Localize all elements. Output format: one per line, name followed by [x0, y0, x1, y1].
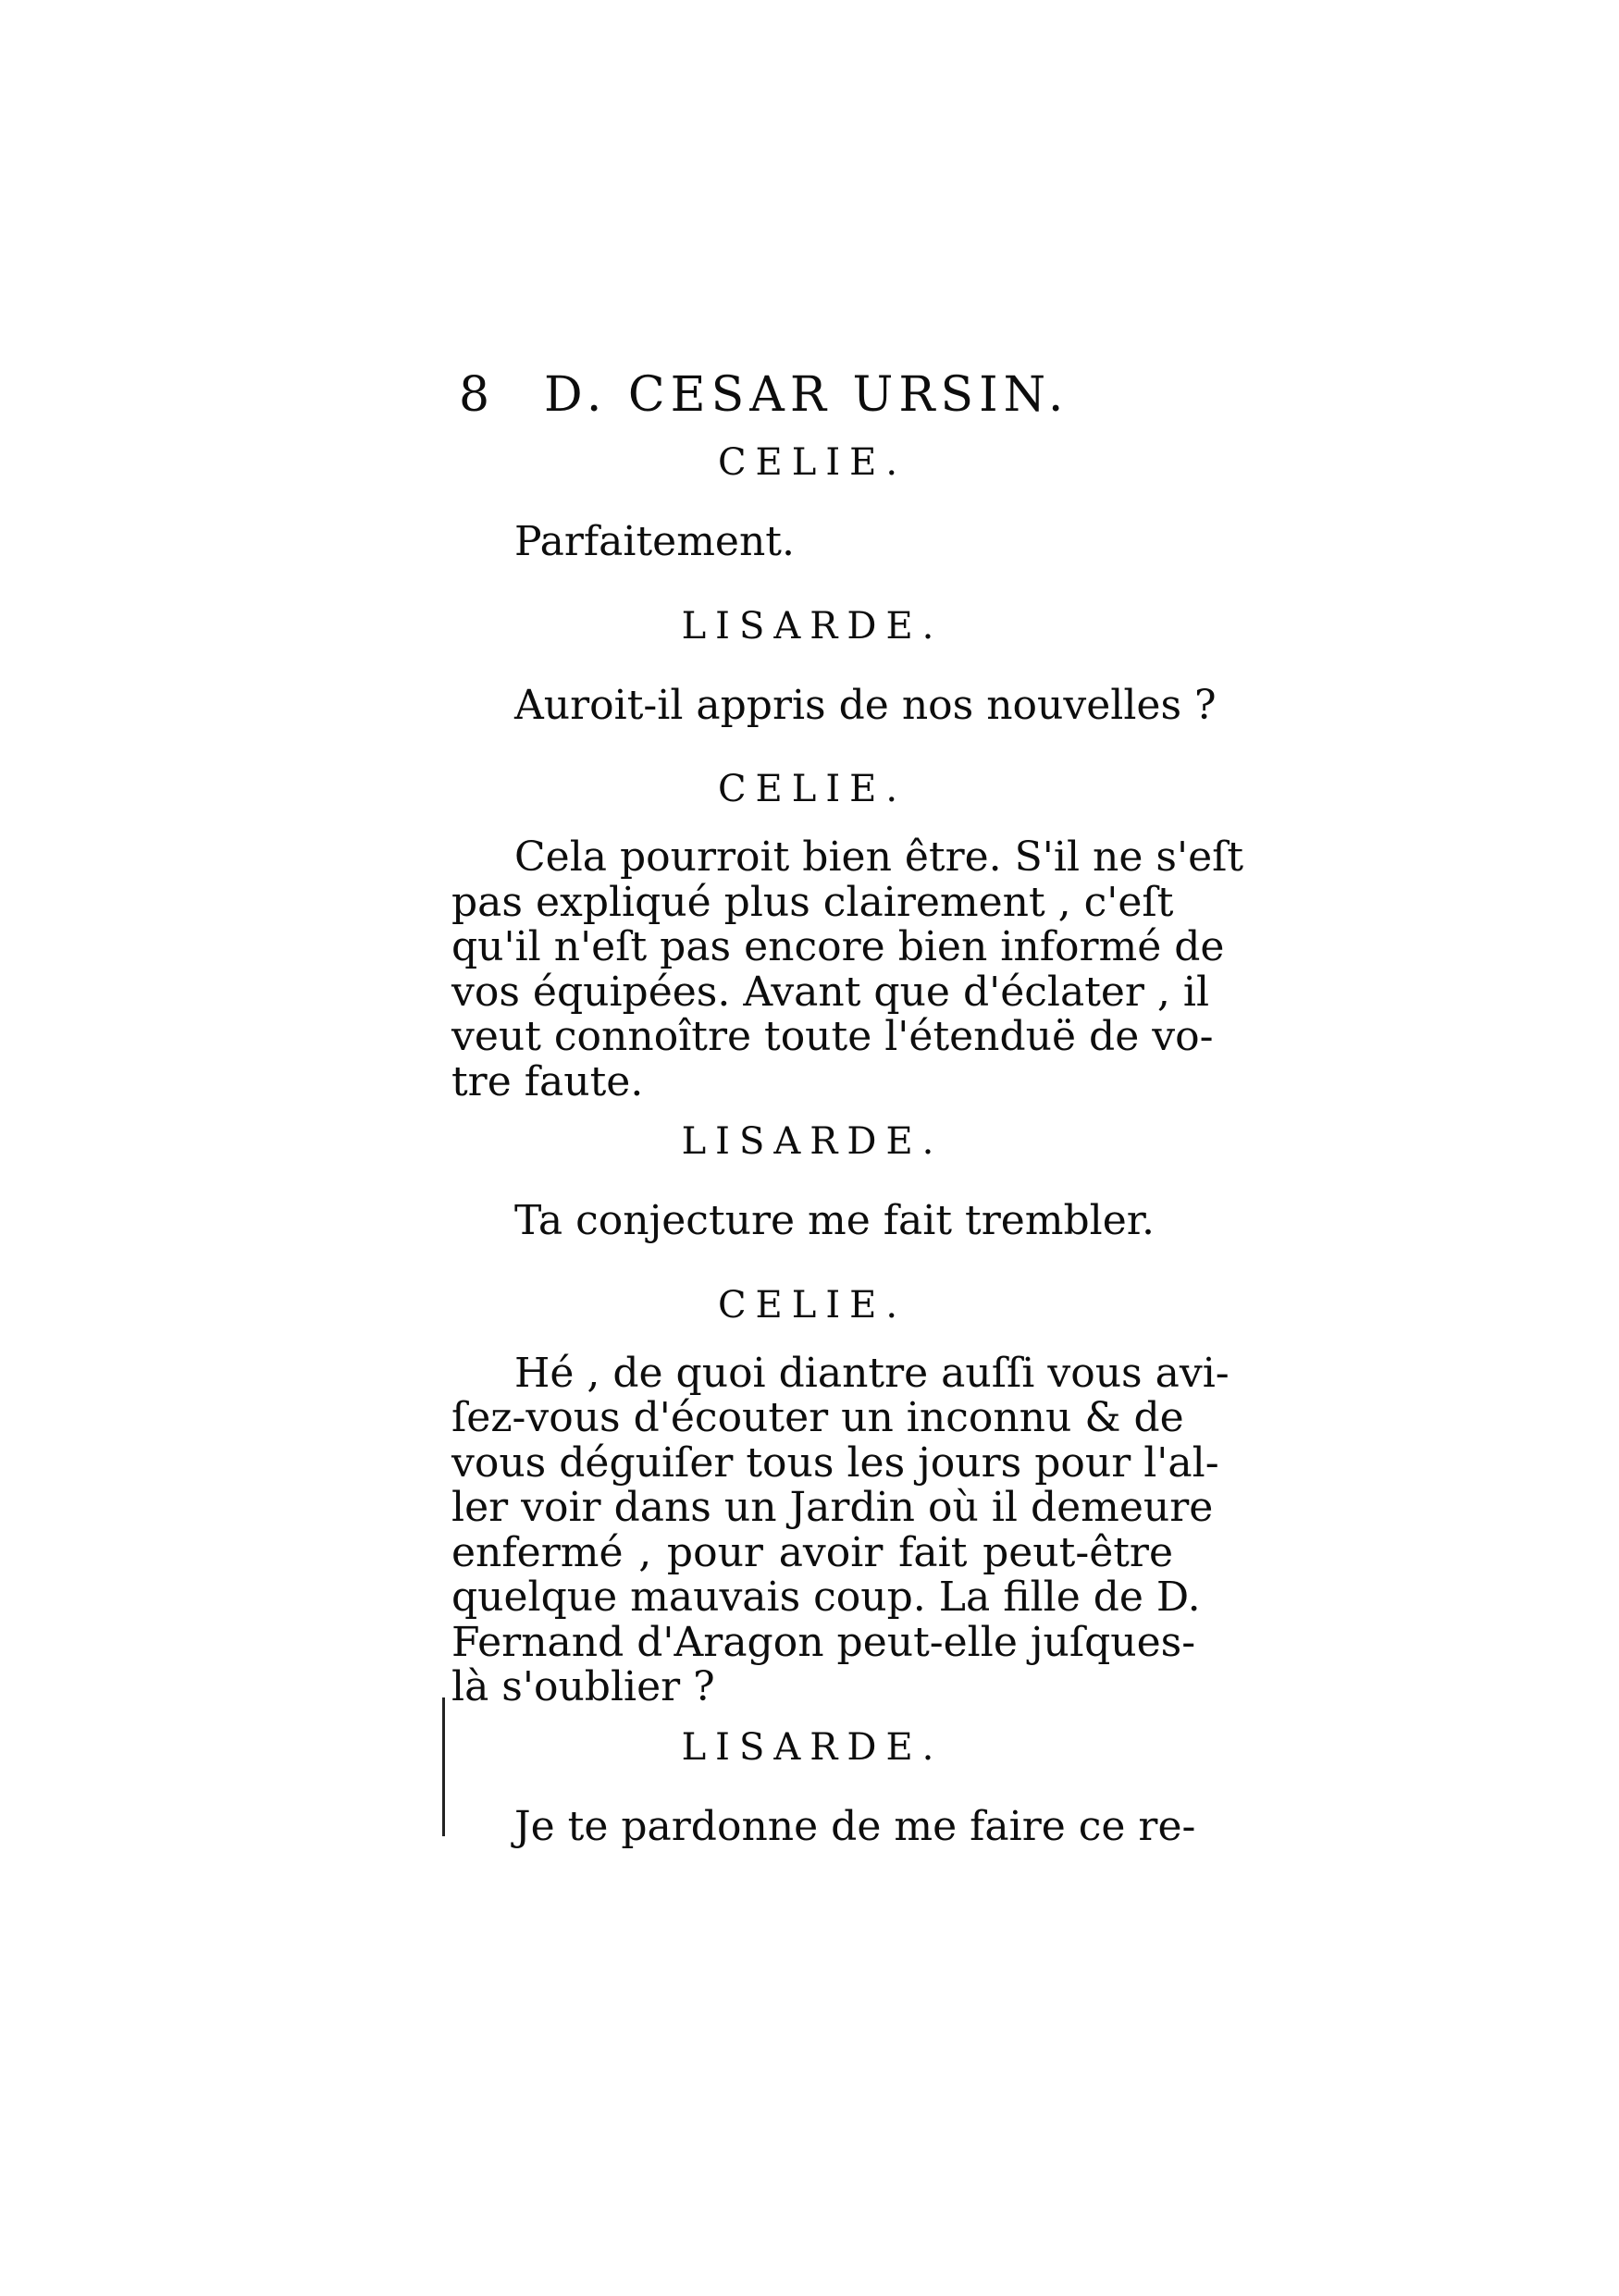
speech-line: veut connoître toute l'étenduë de vo-: [451, 1013, 1214, 1060]
speaker-celie: CELIE.: [717, 768, 908, 810]
speech-line: ler voir dans un Jardin où il demeure: [451, 1484, 1214, 1531]
scan-margin-mark: [442, 1697, 445, 1836]
speech-line: Ta conjecture me fait trembler.: [514, 1197, 1155, 1244]
speaker-lisarde: LISARDE.: [681, 604, 944, 648]
speech-line: pas expliqué plus clairement , c'eſt: [451, 878, 1174, 926]
speaker-celie: CELIE.: [717, 1283, 908, 1327]
speech-line: Hé , de quoi diantre auſſi vous avi-: [514, 1349, 1230, 1397]
speech-line: enfermé , pour avoir fait peut-être: [451, 1528, 1173, 1576]
speech-paragraph: [451, 1349, 1230, 1710]
speech-line: qu'il n'eſt pas encore bien informé de: [451, 923, 1225, 970]
page-number: 8: [459, 367, 493, 423]
speech-line: tre faute.: [451, 1057, 644, 1105]
running-title: D. CESAR URSIN.: [544, 367, 1069, 423]
speaker-lisarde: LISARDE.: [681, 1120, 944, 1163]
speech-line: Parfaitement.: [514, 518, 795, 565]
speech-line: ſez-vous d'écouter un inconnu & de: [451, 1394, 1184, 1441]
speaker-celie: CELIE.: [717, 441, 908, 484]
speech-line: Fernand d'Aragon peut-elle juſques-: [451, 1618, 1196, 1666]
page-text-block: [451, 363, 1244, 1882]
speech-line: vos équipées. Avant que d'éclater , il: [451, 968, 1210, 1016]
speaker-lisarde: LISARDE.: [681, 1725, 944, 1769]
speech-line: Je te pardonne de me faire ce re-: [514, 1802, 1196, 1850]
speech-paragraph: [451, 833, 1244, 1105]
speech-line: quelque mauvais coup. La fille de D.: [451, 1574, 1201, 1621]
speech-line: vous déguiſer tous les jours pour l'al-: [451, 1438, 1219, 1487]
running-head: [451, 363, 1173, 427]
speech-line: Auroit-il appris de nos nouvelles ?: [514, 681, 1217, 729]
speech-line: Cela pourroit bien être. S'il ne s'eſt: [514, 833, 1244, 881]
speech-line: là s'oublier ?: [451, 1663, 715, 1710]
